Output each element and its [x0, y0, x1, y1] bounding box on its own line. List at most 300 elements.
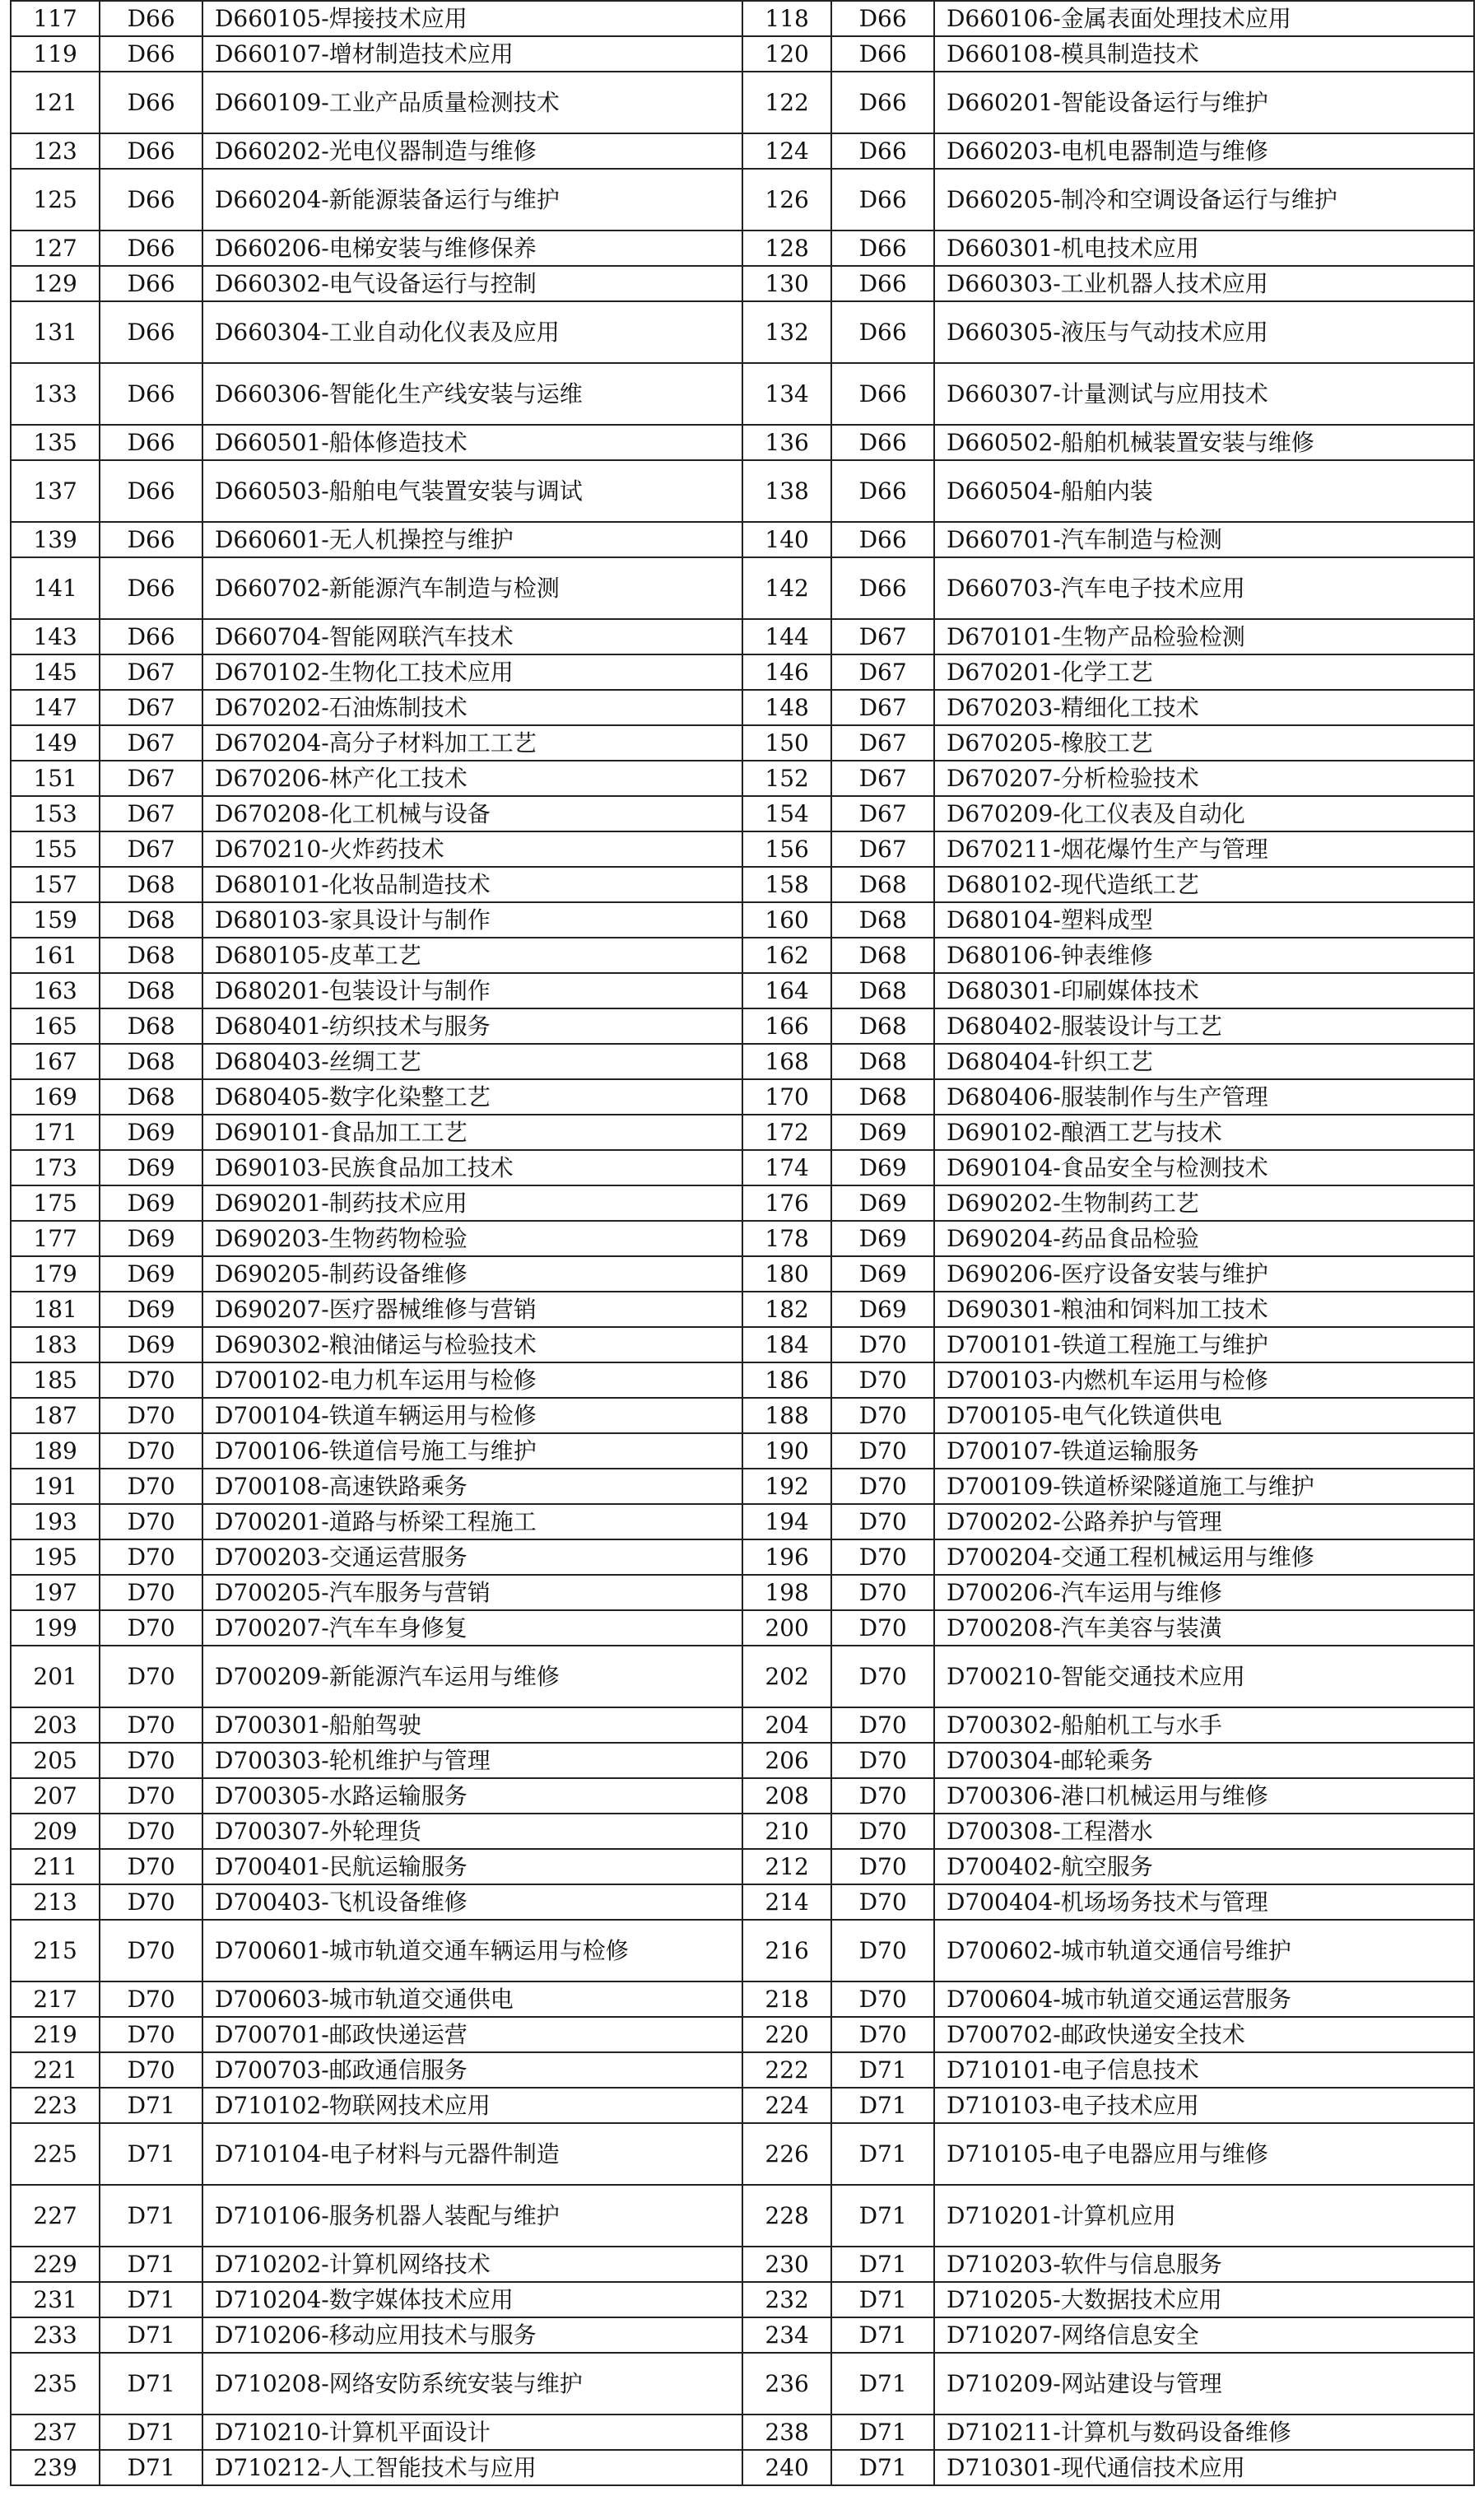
- serial-number-cell: 193: [11, 1504, 100, 1539]
- serial-number-cell: 188: [742, 1398, 831, 1433]
- serial-number-cell: 119: [11, 36, 100, 72]
- major-name-cell: D710101-电子信息技术: [934, 2052, 1474, 2088]
- major-name-cell: D670201-化学工艺: [934, 654, 1474, 690]
- category-code-cell: D66: [831, 522, 934, 557]
- serial-number-cell: 151: [11, 761, 100, 796]
- major-name-cell: D700105-电气化铁道供电: [934, 1398, 1474, 1433]
- serial-number-cell: 133: [11, 363, 100, 425]
- major-name-cell: D710208-网络安防系统安装与维护: [202, 2353, 742, 2415]
- major-name-cell: D680103-家具设计与制作: [202, 902, 742, 938]
- category-code-cell: D71: [100, 2415, 202, 2450]
- category-code-cell: D71: [831, 2415, 934, 2450]
- category-code-cell: D69: [831, 1150, 934, 1185]
- table-row: [11, 363, 1474, 425]
- major-name-cell: D680102-现代造纸工艺: [934, 867, 1474, 902]
- serial-number-cell: 167: [11, 1044, 100, 1079]
- category-code-cell: D69: [100, 1292, 202, 1327]
- major-name-cell: D700206-汽车运用与维修: [934, 1575, 1474, 1610]
- serial-number-cell: 226: [742, 2123, 831, 2185]
- major-name-cell: D700209-新能源汽车运用与维修: [202, 1646, 742, 1707]
- serial-number-cell: 204: [742, 1707, 831, 1743]
- category-code-cell: D66: [100, 557, 202, 619]
- major-name-cell: D680104-塑料成型: [934, 902, 1474, 938]
- serial-number-cell: 216: [742, 1920, 831, 1981]
- serial-number-cell: 128: [742, 231, 831, 266]
- category-code-cell: D67: [831, 831, 934, 867]
- table-row: [11, 1743, 1474, 1778]
- table-row: [11, 2088, 1474, 2123]
- serial-number-cell: 130: [742, 266, 831, 301]
- category-code-cell: D66: [831, 231, 934, 266]
- category-code-cell: D71: [100, 2185, 202, 2247]
- major-name-cell: D690103-民族食品加工技术: [202, 1150, 742, 1185]
- major-name-cell: D710210-计算机平面设计: [202, 2415, 742, 2450]
- table-row: [11, 133, 1474, 169]
- serial-number-cell: 207: [11, 1778, 100, 1814]
- major-name-cell: D660601-无人机操控与维护: [202, 522, 742, 557]
- category-code-cell: D70: [831, 1884, 934, 1920]
- major-name-cell: D700201-道路与桥梁工程施工: [202, 1504, 742, 1539]
- serial-number-cell: 187: [11, 1398, 100, 1433]
- category-code-cell: D71: [831, 2052, 934, 2088]
- category-code-cell: D69: [831, 1256, 934, 1292]
- category-code-cell: D68: [100, 902, 202, 938]
- category-code-cell: D70: [831, 1327, 934, 1362]
- major-name-cell: D710204-数字媒体技术应用: [202, 2282, 742, 2317]
- category-code-cell: D71: [100, 2123, 202, 2185]
- category-code-cell: D70: [100, 1539, 202, 1575]
- category-code-cell: D71: [831, 2317, 934, 2353]
- major-name-cell: D690101-食品加工工艺: [202, 1115, 742, 1150]
- major-name-cell: D660305-液压与气动技术应用: [934, 301, 1474, 363]
- table-row: [11, 725, 1474, 761]
- serial-number-cell: 203: [11, 1707, 100, 1743]
- table-row: [11, 1433, 1474, 1469]
- category-code-cell: D71: [100, 2282, 202, 2317]
- serial-number-cell: 163: [11, 973, 100, 1008]
- serial-number-cell: 142: [742, 557, 831, 619]
- major-name-cell: D660202-光电仪器制造与维修: [202, 133, 742, 169]
- category-code-cell: D71: [831, 2185, 934, 2247]
- major-name-cell: D670209-化工仪表及自动化: [934, 796, 1474, 831]
- serial-number-cell: 224: [742, 2088, 831, 2123]
- major-name-cell: D660303-工业机器人技术应用: [934, 266, 1474, 301]
- major-name-cell: D700104-铁道车辆运用与检修: [202, 1398, 742, 1433]
- table-row: [11, 619, 1474, 654]
- major-name-cell: D690204-药品食品检验: [934, 1221, 1474, 1256]
- category-code-cell: D71: [831, 2123, 934, 2185]
- serial-number-cell: 234: [742, 2317, 831, 2353]
- serial-number-cell: 173: [11, 1150, 100, 1185]
- major-name-cell: D670102-生物化工技术应用: [202, 654, 742, 690]
- table-row: [11, 1150, 1474, 1185]
- category-code-cell: D70: [831, 1469, 934, 1504]
- category-code-cell: D66: [831, 425, 934, 460]
- serial-number-cell: 132: [742, 301, 831, 363]
- table-row: [11, 1469, 1474, 1504]
- table-row: [11, 1398, 1474, 1433]
- major-name-cell: D670202-石油炼制技术: [202, 690, 742, 725]
- serial-number-cell: 225: [11, 2123, 100, 2185]
- serial-number-cell: 137: [11, 460, 100, 522]
- category-code-cell: D71: [100, 2247, 202, 2282]
- category-code-cell: D67: [100, 690, 202, 725]
- major-name-cell: D700604-城市轨道交通运营服务: [934, 1981, 1474, 2017]
- serial-number-cell: 153: [11, 796, 100, 831]
- serial-number-cell: 179: [11, 1256, 100, 1292]
- table-row: [11, 1256, 1474, 1292]
- major-name-cell: D670204-高分子材料加工工艺: [202, 725, 742, 761]
- serial-number-cell: 218: [742, 1981, 831, 2017]
- category-code-cell: D68: [100, 938, 202, 973]
- category-code-cell: D70: [100, 1646, 202, 1707]
- table-row: [11, 1814, 1474, 1849]
- category-code-cell: D70: [831, 1849, 934, 1884]
- serial-number-cell: 233: [11, 2317, 100, 2353]
- major-name-cell: D700701-邮政快递运营: [202, 2017, 742, 2052]
- category-code-cell: D70: [831, 1707, 934, 1743]
- category-code-cell: D66: [100, 619, 202, 654]
- category-code-cell: D70: [831, 1575, 934, 1610]
- table-row: [11, 1221, 1474, 1256]
- table-row: [11, 1185, 1474, 1221]
- serial-number-cell: 196: [742, 1539, 831, 1575]
- table-row: [11, 522, 1474, 557]
- major-name-cell: D670101-生物产品检验检测: [934, 619, 1474, 654]
- major-name-cell: D680106-钟表维修: [934, 938, 1474, 973]
- category-code-cell: D67: [831, 619, 934, 654]
- serial-number-cell: 131: [11, 301, 100, 363]
- category-code-cell: D66: [831, 460, 934, 522]
- category-code-cell: D71: [831, 2282, 934, 2317]
- category-code-cell: D67: [831, 654, 934, 690]
- category-code-cell: D70: [100, 1610, 202, 1646]
- major-name-cell: D670206-林产化工技术: [202, 761, 742, 796]
- major-name-cell: D660304-工业自动化仪表及应用: [202, 301, 742, 363]
- category-code-cell: D70: [831, 1920, 934, 1981]
- table-row: [11, 301, 1474, 363]
- table-row: [11, 654, 1474, 690]
- serial-number-cell: 144: [742, 619, 831, 654]
- category-code-cell: D70: [100, 1743, 202, 1778]
- major-name-cell: D700403-飞机设备维修: [202, 1884, 742, 1920]
- serial-number-cell: 205: [11, 1743, 100, 1778]
- major-name-cell: D710104-电子材料与元器件制造: [202, 2123, 742, 2185]
- table-row: [11, 1008, 1474, 1044]
- major-name-cell: D700703-邮政通信服务: [202, 2052, 742, 2088]
- category-code-cell: D70: [100, 1981, 202, 2017]
- category-code-cell: D69: [100, 1115, 202, 1150]
- serial-number-cell: 146: [742, 654, 831, 690]
- major-name-cell: D670207-分析检验技术: [934, 761, 1474, 796]
- table-row: [11, 1707, 1474, 1743]
- serial-number-cell: 157: [11, 867, 100, 902]
- major-name-cell: D700401-民航运输服务: [202, 1849, 742, 1884]
- major-name-cell: D710206-移动应用技术与服务: [202, 2317, 742, 2353]
- serial-number-cell: 240: [742, 2450, 831, 2485]
- serial-number-cell: 213: [11, 1884, 100, 1920]
- major-name-cell: D660108-模具制造技术: [934, 36, 1474, 72]
- category-code-cell: D69: [100, 1150, 202, 1185]
- table-row: [11, 1044, 1474, 1079]
- category-code-cell: D68: [831, 1079, 934, 1115]
- major-name-cell: D670205-橡胶工艺: [934, 725, 1474, 761]
- category-code-cell: D68: [831, 902, 934, 938]
- serial-number-cell: 214: [742, 1884, 831, 1920]
- table-row: [11, 973, 1474, 1008]
- table-row: [11, 1610, 1474, 1646]
- table-row: [11, 831, 1474, 867]
- major-name-cell: D660307-计量测试与应用技术: [934, 363, 1474, 425]
- category-code-cell: D67: [831, 761, 934, 796]
- major-name-cell: D660703-汽车电子技术应用: [934, 557, 1474, 619]
- serial-number-cell: 186: [742, 1362, 831, 1398]
- table-row: [11, 557, 1474, 619]
- category-code-cell: D70: [100, 1398, 202, 1433]
- serial-number-cell: 217: [11, 1981, 100, 2017]
- category-code-cell: D66: [100, 522, 202, 557]
- category-code-cell: D66: [100, 133, 202, 169]
- table-row: [11, 2282, 1474, 2317]
- table-row: [11, 2450, 1474, 2485]
- serial-number-cell: 134: [742, 363, 831, 425]
- category-code-cell: D66: [831, 266, 934, 301]
- serial-number-cell: 201: [11, 1646, 100, 1707]
- major-name-cell: D660702-新能源汽车制造与检测: [202, 557, 742, 619]
- major-name-cell: D710203-软件与信息服务: [934, 2247, 1474, 2282]
- major-name-cell: D660206-电梯安装与维修保养: [202, 231, 742, 266]
- serial-number-cell: 182: [742, 1292, 831, 1327]
- major-name-cell: D700603-城市轨道交通供电: [202, 1981, 742, 2017]
- category-code-cell: D67: [100, 796, 202, 831]
- category-code-cell: D66: [100, 363, 202, 425]
- serial-number-cell: 230: [742, 2247, 831, 2282]
- table-row: [11, 169, 1474, 231]
- category-code-cell: D69: [100, 1221, 202, 1256]
- major-name-cell: D700208-汽车美容与装潢: [934, 1610, 1474, 1646]
- category-code-cell: D70: [100, 2052, 202, 2088]
- serial-number-cell: 121: [11, 72, 100, 133]
- serial-number-cell: 172: [742, 1115, 831, 1150]
- major-name-cell: D690201-制药技术应用: [202, 1185, 742, 1221]
- major-name-cell: D680405-数字化染整工艺: [202, 1079, 742, 1115]
- table-row: [11, 1539, 1474, 1575]
- category-code-cell: D68: [100, 1044, 202, 1079]
- table-row: [11, 2317, 1474, 2353]
- major-name-cell: D710301-现代通信技术应用: [934, 2450, 1474, 2485]
- category-code-cell: D69: [831, 1221, 934, 1256]
- table-row: [11, 2185, 1474, 2247]
- category-code-cell: D66: [831, 72, 934, 133]
- major-name-cell: D660501-船体修造技术: [202, 425, 742, 460]
- major-name-cell: D700601-城市轨道交通车辆运用与检修: [202, 1920, 742, 1981]
- serial-number-cell: 184: [742, 1327, 831, 1362]
- category-code-cell: D70: [831, 1814, 934, 1849]
- serial-number-cell: 206: [742, 1743, 831, 1778]
- table-row: [11, 1981, 1474, 2017]
- serial-number-cell: 185: [11, 1362, 100, 1398]
- serial-number-cell: 191: [11, 1469, 100, 1504]
- major-name-cell: D700302-船舶机工与水手: [934, 1707, 1474, 1743]
- category-code-cell: D71: [100, 2450, 202, 2485]
- category-code-cell: D67: [831, 690, 934, 725]
- category-code-cell: D66: [100, 425, 202, 460]
- serial-number-cell: 152: [742, 761, 831, 796]
- category-code-cell: D68: [100, 1008, 202, 1044]
- table-row: [11, 2017, 1474, 2052]
- serial-number-cell: 141: [11, 557, 100, 619]
- category-code-cell: D66: [100, 460, 202, 522]
- major-name-cell: D660701-汽车制造与检测: [934, 522, 1474, 557]
- serial-number-cell: 219: [11, 2017, 100, 2052]
- category-code-cell: D67: [100, 725, 202, 761]
- category-code-cell: D67: [100, 761, 202, 796]
- category-code-cell: D70: [100, 1884, 202, 1920]
- major-name-cell: D700303-轮机维护与管理: [202, 1743, 742, 1778]
- category-code-cell: D69: [831, 1115, 934, 1150]
- serial-number-cell: 124: [742, 133, 831, 169]
- category-code-cell: D71: [100, 2317, 202, 2353]
- category-code-cell: D70: [831, 1398, 934, 1433]
- major-name-cell: D660306-智能化生产线安装与运维: [202, 363, 742, 425]
- major-name-cell: D690202-生物制药工艺: [934, 1185, 1474, 1221]
- serial-number-cell: 125: [11, 169, 100, 231]
- category-code-cell: D70: [831, 1433, 934, 1469]
- serial-number-cell: 175: [11, 1185, 100, 1221]
- category-code-cell: D70: [100, 1814, 202, 1849]
- serial-number-cell: 180: [742, 1256, 831, 1292]
- table-row: [11, 1778, 1474, 1814]
- category-code-cell: D68: [831, 1044, 934, 1079]
- serial-number-cell: 190: [742, 1433, 831, 1469]
- category-code-cell: D70: [100, 1433, 202, 1469]
- serial-number-cell: 158: [742, 867, 831, 902]
- category-code-cell: D70: [831, 2017, 934, 2052]
- major-name-cell: D690302-粮油储运与检验技术: [202, 1327, 742, 1362]
- major-name-cell: D660205-制冷和空调设备运行与维护: [934, 169, 1474, 231]
- serial-number-cell: 209: [11, 1814, 100, 1849]
- serial-number-cell: 239: [11, 2450, 100, 2485]
- major-name-cell: D660204-新能源装备运行与维护: [202, 169, 742, 231]
- major-name-cell: D680406-服装制作与生产管理: [934, 1079, 1474, 1115]
- serial-number-cell: 149: [11, 725, 100, 761]
- serial-number-cell: 162: [742, 938, 831, 973]
- serial-number-cell: 156: [742, 831, 831, 867]
- major-name-cell: D710106-服务机器人装配与维护: [202, 2185, 742, 2247]
- table-row: [11, 1, 1474, 36]
- category-code-cell: D67: [100, 654, 202, 690]
- major-name-cell: D660302-电气设备运行与控制: [202, 266, 742, 301]
- table-row: [11, 1849, 1474, 1884]
- serial-number-cell: 143: [11, 619, 100, 654]
- major-name-cell: D700108-高速铁路乘务: [202, 1469, 742, 1504]
- major-name-cell: D680301-印刷媒体技术: [934, 973, 1474, 1008]
- major-name-cell: D690102-酿酒工艺与技术: [934, 1115, 1474, 1150]
- table-row: [11, 2123, 1474, 2185]
- major-name-cell: D700702-邮政快递安全技术: [934, 2017, 1474, 2052]
- serial-number-cell: 197: [11, 1575, 100, 1610]
- major-name-cell: D700205-汽车服务与营销: [202, 1575, 742, 1610]
- serial-number-cell: 227: [11, 2185, 100, 2247]
- serial-number-cell: 199: [11, 1610, 100, 1646]
- table-row: [11, 72, 1474, 133]
- category-code-cell: D68: [831, 867, 934, 902]
- serial-number-cell: 228: [742, 2185, 831, 2247]
- table-body: [11, 1, 1474, 2485]
- table-row: [11, 1504, 1474, 1539]
- serial-number-cell: 147: [11, 690, 100, 725]
- major-name-cell: D710103-电子技术应用: [934, 2088, 1474, 2123]
- major-name-cell: D710102-物联网技术应用: [202, 2088, 742, 2123]
- serial-number-cell: 117: [11, 1, 100, 36]
- table-row: [11, 425, 1474, 460]
- major-name-cell: D670203-精细化工技术: [934, 690, 1474, 725]
- category-code-cell: D66: [100, 301, 202, 363]
- major-name-cell: D700404-机场场务技术与管理: [934, 1884, 1474, 1920]
- major-name-cell: D700301-船舶驾驶: [202, 1707, 742, 1743]
- serial-number-cell: 215: [11, 1920, 100, 1981]
- category-code-cell: D70: [100, 1469, 202, 1504]
- major-name-cell: D690104-食品安全与检测技术: [934, 1150, 1474, 1185]
- table-row: [11, 231, 1474, 266]
- serial-number-cell: 145: [11, 654, 100, 690]
- serial-number-cell: 139: [11, 522, 100, 557]
- serial-number-cell: 135: [11, 425, 100, 460]
- major-name-cell: D700101-铁道工程施工与维护: [934, 1327, 1474, 1362]
- major-name-cell: D700307-外轮理货: [202, 1814, 742, 1849]
- table-row: [11, 1362, 1474, 1398]
- serial-number-cell: 235: [11, 2353, 100, 2415]
- serial-number-cell: 181: [11, 1292, 100, 1327]
- major-name-cell: D710201-计算机应用: [934, 2185, 1474, 2247]
- category-code-cell: D71: [831, 2353, 934, 2415]
- category-code-cell: D68: [100, 1079, 202, 1115]
- serial-number-cell: 174: [742, 1150, 831, 1185]
- major-name-cell: D660106-金属表面处理技术应用: [934, 1, 1474, 36]
- category-code-cell: D66: [100, 231, 202, 266]
- major-name-cell: D660504-船舶内装: [934, 460, 1474, 522]
- category-code-cell: D70: [831, 1504, 934, 1539]
- major-name-cell: D690203-生物药物检验: [202, 1221, 742, 1256]
- serial-number-cell: 202: [742, 1646, 831, 1707]
- serial-number-cell: 136: [742, 425, 831, 460]
- serial-number-cell: 221: [11, 2052, 100, 2088]
- table-row: [11, 36, 1474, 72]
- serial-number-cell: 198: [742, 1575, 831, 1610]
- major-name-cell: D690207-医疗器械维修与营销: [202, 1292, 742, 1327]
- major-name-cell: D700210-智能交通技术应用: [934, 1646, 1474, 1707]
- serial-number-cell: 138: [742, 460, 831, 522]
- table-row: [11, 1292, 1474, 1327]
- serial-number-cell: 177: [11, 1221, 100, 1256]
- category-code-cell: D70: [831, 1646, 934, 1707]
- category-code-cell: D71: [100, 2353, 202, 2415]
- serial-number-cell: 126: [742, 169, 831, 231]
- major-name-cell: D710211-计算机与数码设备维修: [934, 2415, 1474, 2450]
- major-name-cell: D700107-铁道运输服务: [934, 1433, 1474, 1469]
- major-name-cell: D710207-网络信息安全: [934, 2317, 1474, 2353]
- serial-number-cell: 222: [742, 2052, 831, 2088]
- major-name-cell: D670210-火炸药技术: [202, 831, 742, 867]
- major-name-cell: D660503-船舶电气装置安装与调试: [202, 460, 742, 522]
- category-code-cell: D71: [831, 2088, 934, 2123]
- serial-number-cell: 195: [11, 1539, 100, 1575]
- table-row: [11, 1079, 1474, 1115]
- serial-number-cell: 229: [11, 2247, 100, 2282]
- serial-number-cell: 159: [11, 902, 100, 938]
- major-name-cell: D710209-网站建设与管理: [934, 2353, 1474, 2415]
- category-code-cell: D70: [831, 1539, 934, 1575]
